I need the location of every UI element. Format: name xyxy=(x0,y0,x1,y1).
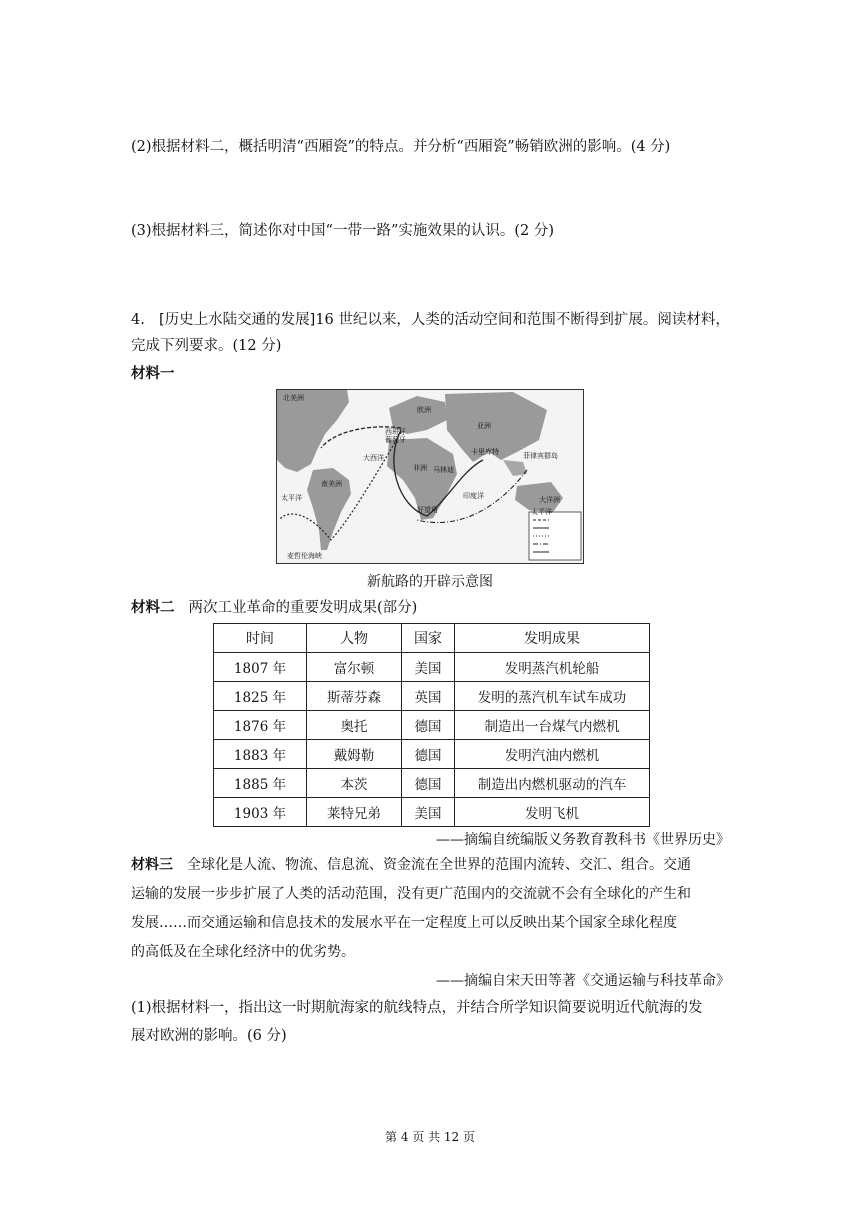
cell-time: 1825 年 xyxy=(214,682,307,711)
material-3-line-2: 运输的发展一步步扩展了人类的活动范围，没有更广范围内的交流就不会有全球化的产生和 xyxy=(131,886,691,902)
label-magellan: 麦哲伦海峡 xyxy=(287,552,322,560)
cell-person: 富尔顿 xyxy=(307,653,402,682)
material-3-line-1 xyxy=(131,851,731,880)
cell-time: 1903 年 xyxy=(214,798,307,827)
table-row xyxy=(214,711,650,740)
label-north-america: 北美洲 xyxy=(283,394,304,402)
cell-invention: 发明蒸汽机轮船 xyxy=(455,653,650,682)
material-3-source: ——摘编自宋天田等著《交通运输与科技革命》 xyxy=(436,973,730,989)
table-row xyxy=(214,682,650,711)
table-row xyxy=(214,798,650,827)
header-time: 时间 xyxy=(214,624,307,653)
question-4-line-1 xyxy=(131,310,730,330)
label-malindi: 马林迪 xyxy=(433,466,454,474)
label-pacific: 太平洋 xyxy=(531,508,552,516)
cell-time: 1807 年 xyxy=(214,653,307,682)
inventions-table xyxy=(213,623,650,827)
question-number: 4. xyxy=(131,312,145,328)
voyage-map-graphic xyxy=(277,390,583,563)
label-cape: 好望角 xyxy=(417,506,438,514)
material-2-title: 两次工业革命的重要发明成果(部分) xyxy=(188,600,418,616)
question-4-line-2: 完成下列要求。(12 分) xyxy=(131,338,282,354)
map-caption: 新航路的开辟示意图 xyxy=(367,574,493,590)
label-europe: 欧洲 xyxy=(417,406,431,414)
cell-invention: 制造出一台煤气内燃机 xyxy=(455,711,650,740)
cell-person: 斯蒂芬森 xyxy=(307,682,402,711)
cell-country: 德国 xyxy=(402,769,455,798)
header-person: 人物 xyxy=(307,624,402,653)
sub-question-1-line-2: 展对欧洲的影响。(6 分) xyxy=(131,1028,287,1044)
cell-invention: 发明的蒸汽机车试车成功 xyxy=(455,682,650,711)
label-spain: 西班牙 xyxy=(385,428,406,436)
cell-country: 美国 xyxy=(402,653,455,682)
cell-person: 奥托 xyxy=(307,711,402,740)
label-asia: 亚洲 xyxy=(477,422,491,430)
question-3: (3)根据材料三，简述你对中国“一带一路”实施效果的认识。(2 分) xyxy=(131,223,555,239)
material-1-label: 材料一 xyxy=(131,366,175,382)
question-intro: 16 世纪以来，人类的活动空间和范围不断得到扩展。阅读材料， xyxy=(315,312,730,328)
sub-question-1-line-1: (1)根据材料一，指出这一时期航海家的航线特点，并结合所学知识简要说明近代航海的发 xyxy=(131,1000,703,1016)
header-country: 国家 xyxy=(402,624,455,653)
label-atlantic: 大西洋 xyxy=(363,454,384,462)
table-row xyxy=(214,740,650,769)
cell-person: 莱特兄弟 xyxy=(307,798,402,827)
table-row xyxy=(214,653,650,682)
cell-person: 戴姆勒 xyxy=(307,740,402,769)
cell-time: 1876 年 xyxy=(214,711,307,740)
material-3-text xyxy=(131,851,731,967)
material-2-source: ——摘编自统编版义务教育教科书《世界历史》 xyxy=(436,832,730,848)
label-pacific-left: 太平洋 xyxy=(281,494,302,502)
material-3-line-4: 的高低及在全球化经济中的优劣势。 xyxy=(131,944,355,960)
header-invention: 发明成果 xyxy=(455,624,650,653)
material-2-heading xyxy=(131,598,417,618)
cell-invention: 制造出内燃机驱动的汽车 xyxy=(455,769,650,798)
label-indian-ocean: 印度洋 xyxy=(463,492,484,500)
label-oceania: 大洋洲 xyxy=(539,496,560,504)
material-3-label: 材料三 xyxy=(131,857,173,873)
material-2-label: 材料二 xyxy=(131,600,175,616)
cell-country: 美国 xyxy=(402,798,455,827)
label-calicut: 卡里库特 xyxy=(471,448,499,456)
cell-time: 1885 年 xyxy=(214,769,307,798)
material-3-line-1-text: 全球化是人流、物流、信息流、资金流在全世界的范围内流转、交汇、组合。交通 xyxy=(187,857,691,873)
cell-person: 本茨 xyxy=(307,769,402,798)
cell-country: 德国 xyxy=(402,711,455,740)
cell-invention: 发明飞机 xyxy=(455,798,650,827)
cell-invention: 发明汽油内燃机 xyxy=(455,740,650,769)
label-africa: 非洲 xyxy=(413,464,427,472)
cell-country: 英国 xyxy=(402,682,455,711)
table-header-row xyxy=(214,624,650,653)
page-footer: 第 4 页 共 12 页 xyxy=(385,1130,475,1144)
cell-time: 1883 年 xyxy=(214,740,307,769)
question-topic-tag: [历史上水陆交通的发展] xyxy=(159,312,316,328)
cell-country: 德国 xyxy=(402,740,455,769)
question-2: (2)根据材料二，概括明清“西厢瓷”的特点。并分析“西厢瓷”畅销欧洲的影响。(4 分) xyxy=(131,139,671,155)
table-row xyxy=(214,769,650,798)
material-3-line-3: 发展……而交通运输和信息技术的发展水平在一定程度上可以反映出某个国家全球化程度 xyxy=(131,915,677,931)
label-south-america: 南美洲 xyxy=(321,480,342,488)
voyage-map xyxy=(276,389,584,564)
label-philippines: 菲律宾群岛 xyxy=(523,452,558,460)
label-portugal: 葡萄牙 xyxy=(385,436,406,444)
